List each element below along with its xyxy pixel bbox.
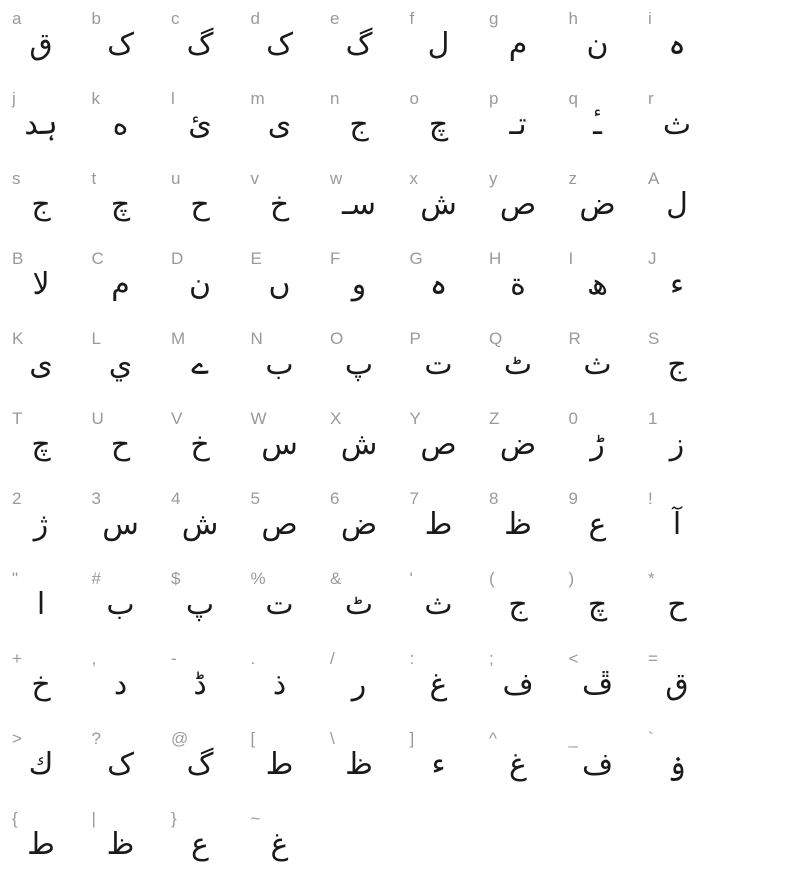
character-key-label: Q	[489, 329, 503, 348]
character-glyph: خ	[269, 187, 290, 222]
character-cell	[326, 326, 406, 406]
character-key-label: ?	[91, 729, 101, 748]
character-glyph: چ	[31, 427, 51, 462]
character-cell	[644, 246, 724, 326]
character-glyph: ف	[502, 667, 534, 702]
character-cell	[565, 6, 645, 86]
character-key-label: F	[330, 249, 341, 268]
character-cell	[485, 406, 565, 486]
character-glyph: ش	[420, 187, 457, 222]
character-cell	[247, 726, 327, 806]
character-glyph: ژ	[33, 507, 49, 542]
character-cell	[406, 566, 486, 646]
character-cell	[406, 406, 486, 486]
character-glyph: ج	[349, 107, 369, 142]
character-key-label: v	[250, 169, 259, 188]
character-key-label: *	[648, 569, 655, 588]
character-glyph: ع	[191, 827, 209, 862]
character-glyph: ں	[268, 267, 291, 302]
character-cell	[8, 806, 88, 886]
character-cell	[326, 6, 406, 86]
character-glyph: ک	[266, 27, 293, 62]
character-key-label: x	[409, 169, 418, 188]
character-cell	[8, 246, 88, 326]
character-key-label: '	[409, 569, 413, 588]
character-glyph: ج	[667, 347, 687, 382]
character-cell	[644, 6, 724, 86]
character-key-label: 3	[91, 489, 101, 508]
character-key-label: \	[330, 729, 335, 748]
character-glyph: ء	[431, 747, 446, 782]
character-cell	[485, 326, 565, 406]
character-glyph: ت	[265, 587, 294, 622]
character-glyph: ل	[427, 27, 450, 62]
character-cell	[326, 486, 406, 566]
character-key-label: k	[91, 89, 100, 108]
character-key-label: n	[330, 89, 340, 108]
character-cell	[8, 326, 88, 406]
character-cell	[247, 566, 327, 646]
character-glyph: ع	[588, 507, 607, 542]
character-key-label: 0	[568, 409, 578, 428]
character-cell	[326, 566, 406, 646]
character-cell	[565, 246, 645, 326]
character-cell	[247, 486, 327, 566]
character-glyph: ح	[667, 587, 687, 622]
character-glyph: م	[111, 267, 130, 302]
character-glyph: ٹ	[503, 347, 533, 382]
character-key-label: {	[12, 809, 18, 828]
character-key-label: y	[489, 169, 498, 188]
character-key-label: B	[12, 249, 24, 268]
character-glyph: چ	[428, 107, 449, 142]
character-key-label: l	[171, 89, 175, 108]
character-glyph: ھ	[587, 267, 608, 302]
character-cell	[326, 166, 406, 246]
character-cell	[406, 326, 486, 406]
character-cell	[406, 806, 486, 886]
character-cell	[565, 166, 645, 246]
character-key-label: N	[250, 329, 263, 348]
character-cell	[485, 86, 565, 166]
character-glyph: ن	[188, 267, 212, 302]
character-cell	[406, 486, 486, 566]
character-key-label: <	[568, 649, 579, 668]
character-glyph: چ	[110, 187, 131, 222]
character-key-label: a	[12, 9, 22, 28]
character-cell	[167, 86, 247, 166]
character-cell	[565, 486, 645, 566]
character-cell	[406, 166, 486, 246]
character-cell	[167, 726, 247, 806]
character-cell	[644, 566, 724, 646]
character-cell	[485, 246, 565, 326]
character-cell	[326, 646, 406, 726]
character-glyph: ص	[261, 507, 298, 542]
character-key-label: q	[568, 89, 578, 108]
character-key-label: .	[250, 649, 256, 668]
character-key-label: i	[648, 9, 652, 28]
character-key-label: c	[171, 9, 180, 28]
character-cell	[406, 726, 486, 806]
character-glyph: ط	[27, 827, 55, 862]
character-key-label: t	[91, 169, 97, 188]
character-glyph: ه	[112, 107, 129, 142]
character-key-label: W	[250, 409, 267, 428]
character-key-label: !	[648, 489, 653, 508]
character-key-label: u	[171, 169, 181, 188]
character-key-label: E	[250, 249, 262, 268]
character-cell	[247, 406, 327, 486]
character-glyph: ض	[579, 187, 616, 222]
character-glyph: خ	[31, 667, 51, 702]
character-glyph: تـ	[509, 107, 527, 142]
character-cell	[406, 86, 486, 166]
character-key-label: w	[330, 169, 343, 188]
character-glyph: ط	[424, 507, 453, 542]
character-key-label: m	[250, 89, 265, 108]
character-glyph: و	[351, 267, 367, 302]
character-cell	[326, 86, 406, 166]
character-glyph: ق	[665, 667, 689, 702]
character-cell	[644, 486, 724, 566]
character-glyph: م	[508, 27, 528, 62]
character-cell	[88, 486, 168, 566]
character-cell	[247, 646, 327, 726]
character-cell	[485, 806, 565, 886]
character-glyph: ظ	[345, 747, 373, 782]
character-key-label: "	[12, 569, 19, 588]
character-key-label: J	[648, 249, 657, 268]
character-key-label: H	[489, 249, 502, 268]
character-cell	[167, 326, 247, 406]
character-cell	[644, 806, 724, 886]
character-key-label: ^	[489, 729, 497, 748]
character-cell	[326, 406, 406, 486]
character-cell	[247, 6, 327, 86]
character-cell	[88, 646, 168, 726]
character-key-label: 7	[409, 489, 419, 508]
character-glyph: د	[113, 667, 128, 702]
character-key-label: b	[91, 9, 101, 28]
character-glyph: ء	[669, 267, 685, 302]
character-glyph: ص	[499, 187, 537, 222]
character-glyph: ر	[351, 667, 367, 702]
character-glyph: ز	[669, 427, 685, 462]
character-cell	[88, 406, 168, 486]
character-key-label: 2	[12, 489, 22, 508]
character-glyph: ب	[265, 347, 294, 382]
character-key-label: }	[171, 809, 177, 828]
character-glyph: ث	[424, 587, 453, 622]
character-key-label: #	[91, 569, 101, 588]
character-cell	[167, 246, 247, 326]
character-glyph: ف	[581, 747, 614, 782]
character-glyph: ے	[191, 347, 209, 382]
character-key-label: $	[171, 569, 181, 588]
character-key-label: %	[250, 569, 266, 588]
character-cell	[644, 326, 724, 406]
character-key-label: o	[409, 89, 419, 108]
character-cell	[565, 86, 645, 166]
character-key-label: &	[330, 569, 342, 588]
character-glyph: ہد	[24, 107, 58, 142]
character-key-label: I	[568, 249, 574, 268]
character-key-label: h	[568, 9, 578, 28]
character-cell	[644, 406, 724, 486]
character-cell	[247, 246, 327, 326]
character-glyph: ح	[190, 187, 210, 222]
character-cell	[644, 726, 724, 806]
character-cell	[8, 486, 88, 566]
character-cell	[8, 566, 88, 646]
character-cell	[406, 6, 486, 86]
character-key-label: C	[91, 249, 104, 268]
character-cell	[167, 166, 247, 246]
character-cell	[167, 6, 247, 86]
character-key-label: U	[91, 409, 104, 428]
character-glyph: ض	[499, 427, 537, 462]
character-glyph: ث	[662, 107, 692, 142]
character-glyph: پ	[185, 587, 215, 622]
character-cell	[485, 726, 565, 806]
character-glyph: گ	[186, 27, 214, 62]
character-cell	[88, 246, 168, 326]
character-glyph: ک	[107, 27, 134, 62]
character-cell	[88, 6, 168, 86]
character-glyph: آ	[672, 507, 682, 542]
character-cell	[167, 486, 247, 566]
character-key-label: -	[171, 649, 177, 668]
character-glyph: ک	[107, 747, 134, 782]
character-key-label: Y	[409, 409, 421, 428]
character-glyph: گ	[345, 27, 373, 62]
character-glyph: خ	[190, 427, 210, 462]
character-key-label: j	[12, 89, 16, 108]
character-key-label: O	[330, 329, 344, 348]
character-glyph: ب	[106, 587, 135, 622]
character-cell	[565, 566, 645, 646]
character-key-label: r	[648, 89, 654, 108]
character-key-label: [	[250, 729, 256, 748]
character-cell	[485, 646, 565, 726]
character-key-label: ,	[91, 649, 97, 668]
character-glyph: ڦ	[581, 667, 614, 702]
character-glyph: ج	[31, 187, 51, 222]
character-cell	[485, 6, 565, 86]
character-cell	[565, 806, 645, 886]
character-key-label: L	[91, 329, 101, 348]
character-cell	[167, 806, 247, 886]
character-key-label: /	[330, 649, 335, 668]
character-glyph: ہ	[429, 267, 448, 302]
character-cell	[326, 726, 406, 806]
character-key-label: s	[12, 169, 21, 188]
character-key-label: d	[250, 9, 260, 28]
character-cell	[8, 86, 88, 166]
character-key-label: ;	[489, 649, 494, 668]
character-key-label: M	[171, 329, 186, 348]
character-cell	[247, 166, 327, 246]
character-cell	[88, 86, 168, 166]
character-key-label: )	[568, 569, 575, 588]
character-glyph: ص	[420, 427, 457, 462]
character-key-label: `	[648, 729, 654, 748]
character-glyph: غ	[429, 667, 448, 702]
character-glyph: گ	[186, 747, 214, 782]
character-cell	[485, 486, 565, 566]
character-glyph: ہ	[668, 27, 686, 62]
character-cell	[565, 406, 645, 486]
character-key-label: g	[489, 9, 499, 28]
character-key-label: >	[12, 729, 22, 748]
character-key-label: A	[648, 169, 660, 188]
character-key-label: f	[409, 9, 415, 28]
character-glyph: ث	[583, 347, 612, 382]
character-glyph: ا	[36, 587, 46, 622]
character-glyph: س	[102, 507, 139, 542]
character-glyph: س	[261, 427, 298, 462]
character-glyph: ئ	[188, 107, 212, 142]
character-glyph: پ	[344, 347, 374, 382]
character-glyph: ش	[340, 427, 378, 462]
character-cell	[247, 86, 327, 166]
character-cell	[8, 726, 88, 806]
character-key-label: 4	[171, 489, 181, 508]
character-cell	[644, 646, 724, 726]
character-cell	[88, 326, 168, 406]
character-cell	[485, 166, 565, 246]
character-key-label: K	[12, 329, 24, 348]
character-key-label: Z	[489, 409, 500, 428]
character-cell	[406, 246, 486, 326]
character-glyph: ك	[28, 747, 54, 782]
character-cell	[8, 646, 88, 726]
character-glyph: ض	[340, 507, 378, 542]
character-key-label: =	[648, 649, 658, 668]
character-cell	[8, 406, 88, 486]
character-glyph: ٹ	[344, 587, 374, 622]
character-cell	[8, 6, 88, 86]
character-glyph: ظ	[106, 827, 135, 862]
character-key-label: 5	[250, 489, 260, 508]
character-glyph: ل	[666, 187, 688, 222]
character-key-label: @	[171, 729, 189, 748]
character-glyph: غ	[509, 747, 527, 782]
character-glyph: ج	[508, 587, 528, 622]
character-cell	[88, 806, 168, 886]
character-key-label: +	[12, 649, 22, 668]
character-key-label: R	[568, 329, 581, 348]
character-glyph: ڑ	[590, 427, 605, 462]
character-glyph: ي	[108, 347, 133, 382]
character-glyph: ی	[29, 347, 53, 382]
character-key-label: V	[171, 409, 183, 428]
character-key-label: 9	[568, 489, 578, 508]
character-glyph: ذ	[272, 667, 287, 702]
character-cell	[644, 166, 724, 246]
character-key-label: p	[489, 89, 499, 108]
character-key-label: ]	[409, 729, 415, 748]
character-cell	[326, 806, 406, 886]
character-key-label: ~	[250, 809, 261, 828]
character-glyph: ش	[181, 507, 219, 542]
character-glyph: سـ	[342, 187, 376, 222]
character-cell	[565, 326, 645, 406]
character-glyph: لا	[32, 267, 50, 302]
character-key-label: G	[409, 249, 423, 268]
character-glyph: ط	[265, 747, 294, 782]
character-cell	[326, 246, 406, 326]
character-cell	[167, 406, 247, 486]
character-key-label: (	[489, 569, 495, 588]
character-cell	[88, 726, 168, 806]
character-glyph: ن	[586, 27, 609, 62]
character-cell	[8, 166, 88, 246]
character-key-label: 6	[330, 489, 340, 508]
character-key-label: 8	[489, 489, 499, 508]
character-glyph: ق	[29, 27, 53, 62]
character-key-label: D	[171, 249, 184, 268]
character-glyph: ح	[110, 427, 131, 462]
character-cell	[565, 726, 645, 806]
character-cell	[247, 326, 327, 406]
character-key-label: z	[568, 169, 577, 188]
character-glyph: ـٔ	[593, 107, 602, 142]
character-cell	[167, 566, 247, 646]
character-key-label: P	[409, 329, 421, 348]
character-key-label: T	[12, 409, 23, 428]
character-cell	[565, 646, 645, 726]
character-glyph: ی	[267, 107, 292, 142]
character-cell	[485, 566, 565, 646]
character-key-label: |	[91, 809, 96, 828]
character-key-label: X	[330, 409, 342, 428]
character-key-label: 1	[648, 409, 658, 428]
character-cell	[406, 646, 486, 726]
character-cell	[644, 86, 724, 166]
character-glyph: ت	[424, 347, 453, 382]
character-glyph: ة	[510, 267, 526, 302]
character-glyph: ۏ	[668, 747, 686, 782]
character-key-label: :	[409, 649, 415, 668]
character-glyph: ڈ	[193, 667, 207, 702]
character-cell	[167, 646, 247, 726]
character-cell	[88, 166, 168, 246]
character-glyph: ظ	[504, 507, 532, 542]
character-cell	[88, 566, 168, 646]
character-glyph: غ	[270, 827, 289, 862]
character-glyph: چ	[587, 587, 608, 622]
character-key-label: _	[568, 729, 578, 748]
character-key-label: S	[648, 329, 660, 348]
character-cell	[247, 806, 327, 886]
character-key-label: e	[330, 9, 340, 28]
